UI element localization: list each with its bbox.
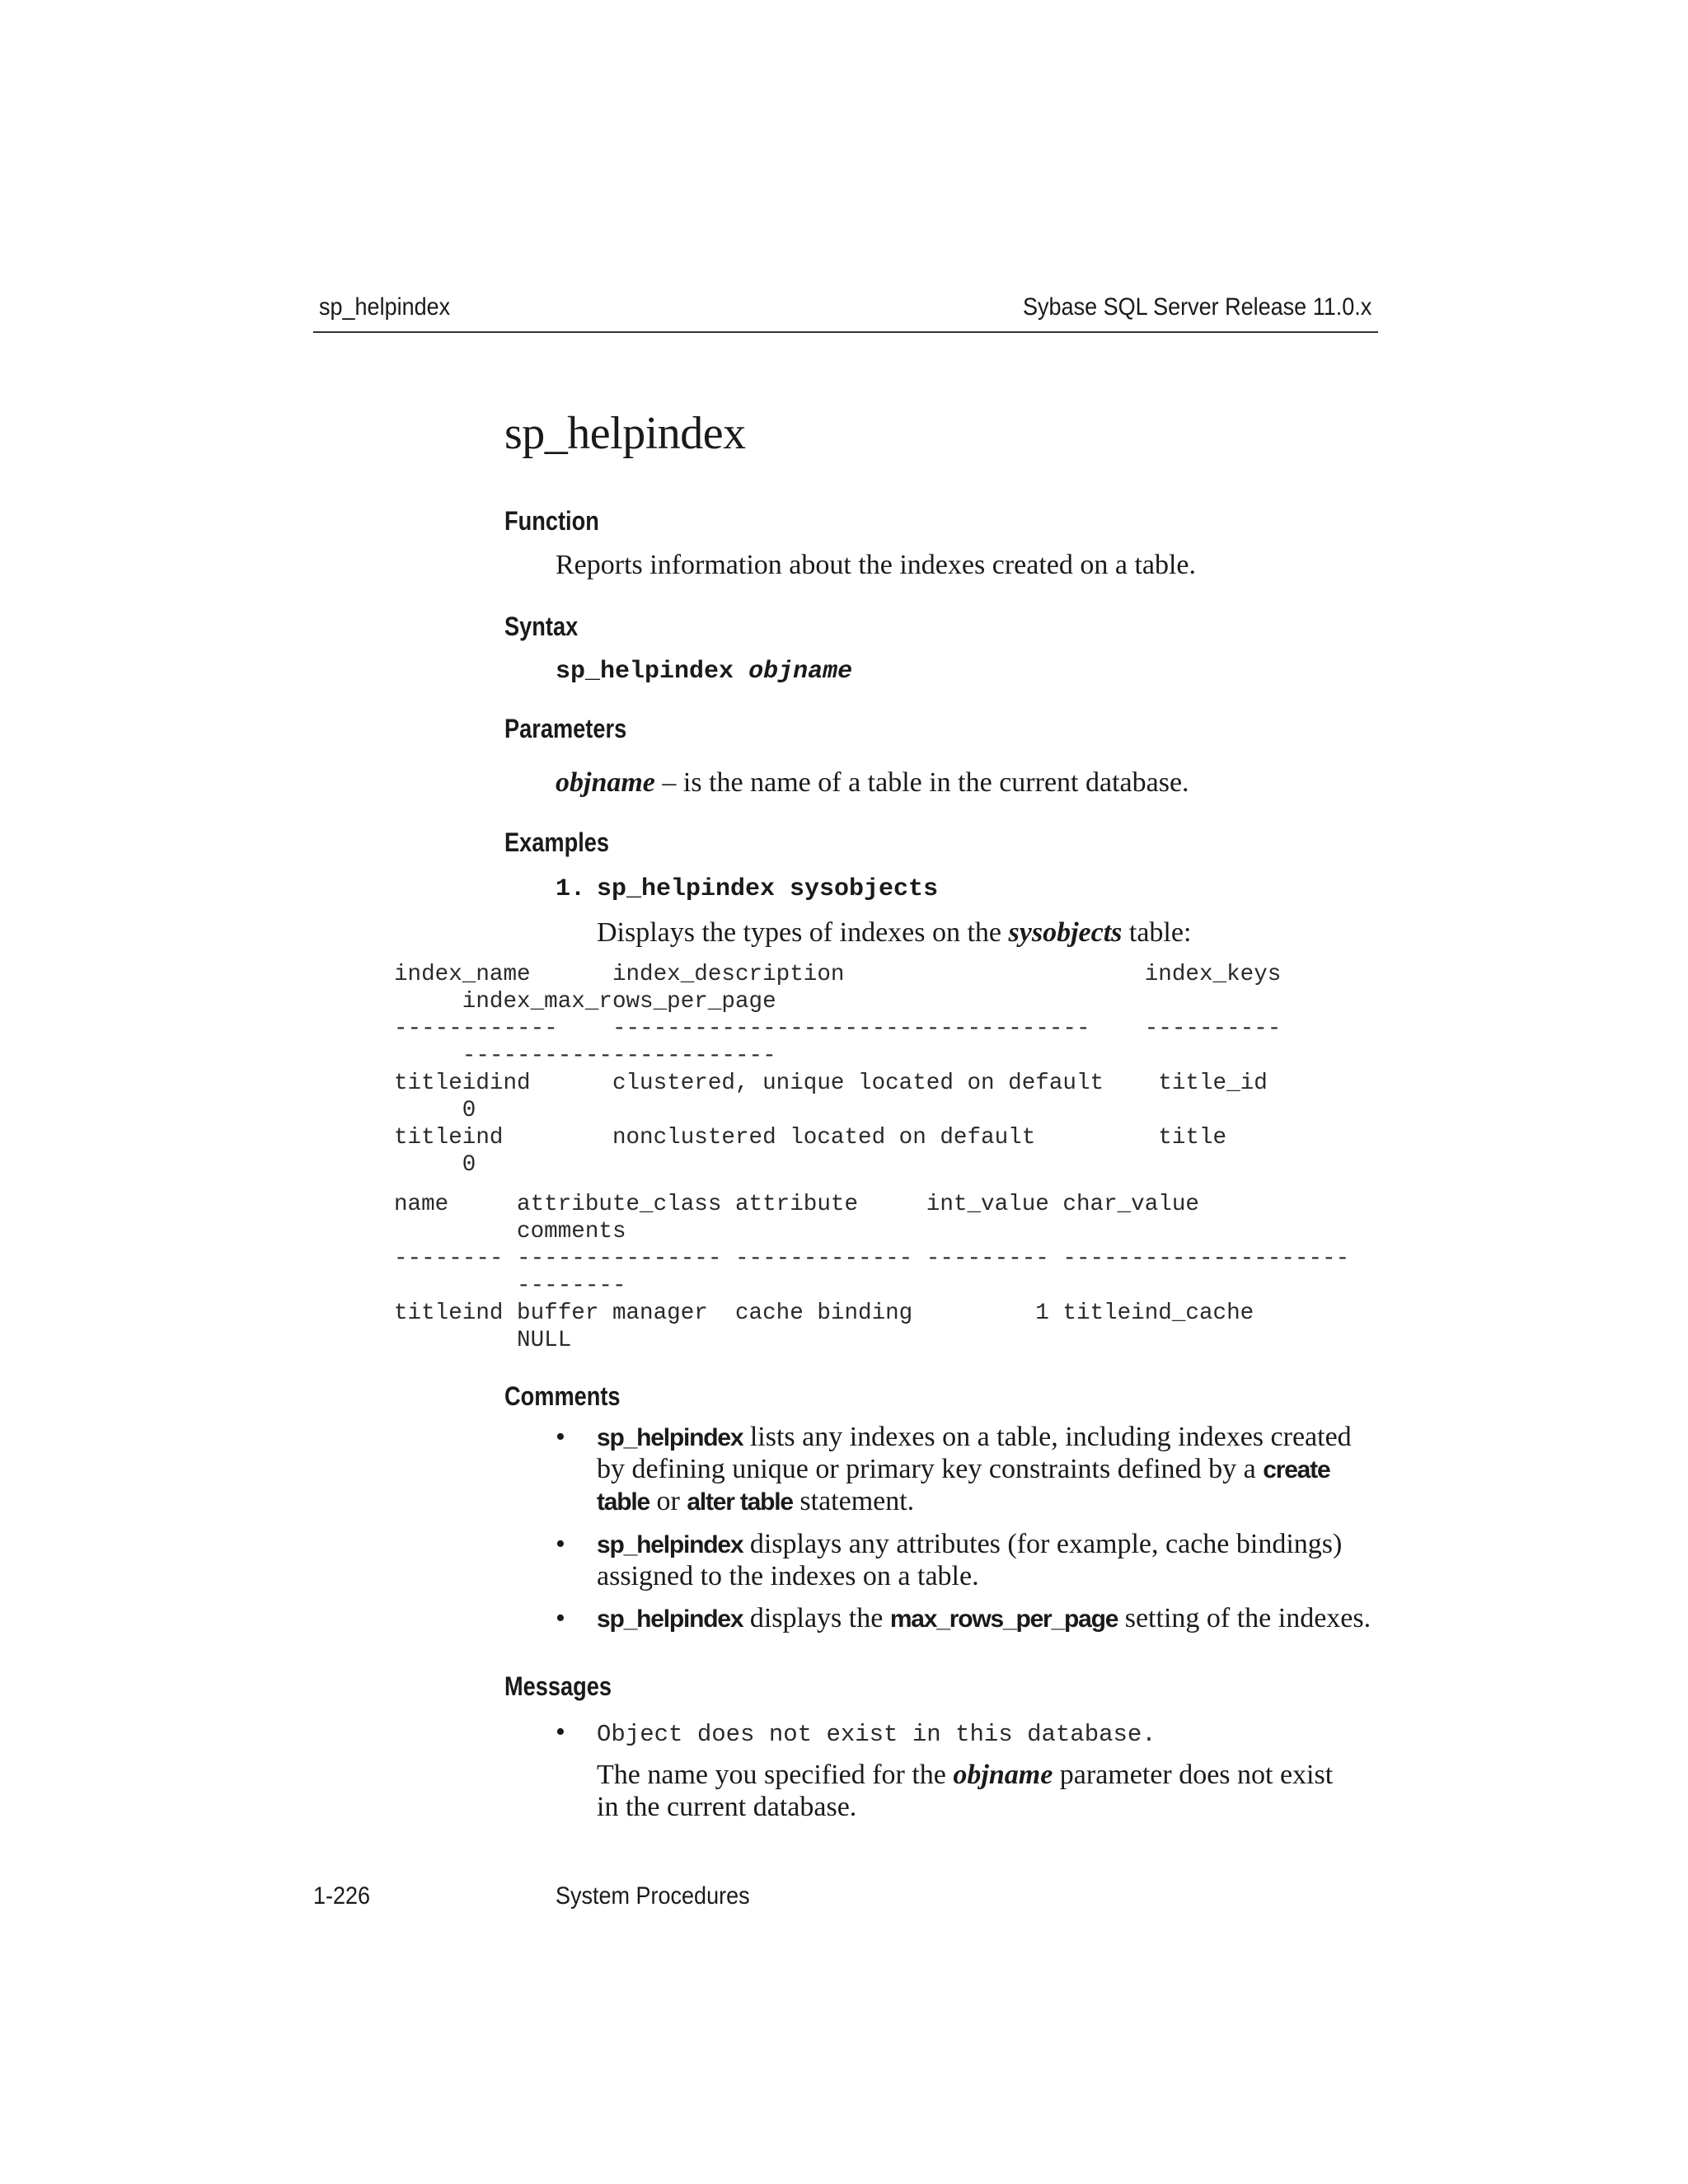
parameters-heading: Parameters [504,714,627,743]
syntax-argument: objname [748,658,853,686]
comment-text: or [649,1486,687,1516]
index-output-line: titleidind clustered, unique located on default title_id [394,1071,1268,1096]
function-text: Reports information about the indexes created on a table. [556,550,1197,580]
index-output-line: 0 [394,1152,476,1178]
comment-line [597,1453,1329,1486]
example-output-indexes [394,961,1281,1179]
comment-text: setting of the indexes. [1118,1603,1372,1633]
function-heading: Function [504,506,599,536]
example-command: sp_helpindex sysobjects [597,875,939,903]
command-term: alter table [687,1488,793,1516]
syntax-heading: Syntax [504,612,579,641]
footer-title: System Procedures [556,1882,750,1910]
parameter-name: objname [556,767,655,798]
syntax-line [556,658,852,686]
running-header-left: sp_helpindex [319,293,451,321]
syntax-command: sp_helpindex [556,658,734,686]
comment-bullet-marker: • [556,1422,565,1452]
command-term: table [597,1488,650,1516]
comment-line [597,1485,914,1518]
comment-line [597,1421,1352,1454]
comment-text: displays any attributes (for example, cache bindings) [743,1529,1343,1559]
comment-text: displays the [743,1603,890,1633]
header-rule [313,331,1378,333]
message-text: Object does not exist in this database. [597,1721,1156,1748]
example-number: 1. [556,875,586,903]
example-description: Displays the types of indexes on the sysobjects table: [597,917,1192,948]
page-number: 1-226 [313,1882,371,1910]
attribute-output-line: NULL [394,1328,572,1353]
attribute-output-line: comments [394,1219,626,1244]
examples-heading: Examples [504,827,610,857]
comment-line [597,1560,979,1592]
example-table-name: sysobjects [1008,917,1123,948]
comment-text: by defining unique or primary key constraints defined by a [597,1454,1264,1484]
parameter-description: – is the name of a table in the current database. [654,767,1189,798]
message-param-name: objname [953,1760,1053,1790]
comment-text: lists any indexes on a table, including indexes created [743,1422,1352,1452]
running-header-right: Sybase SQL Server Release 11.0.x [1022,293,1372,321]
command-term: create [1263,1456,1330,1483]
messages-heading: Messages [504,1671,612,1701]
index-output-line: index_name index_description index_keys [394,962,1282,987]
index-output-line: index_max_rows_per_page [394,989,776,1015]
index-output-line: ----------------------- [394,1043,776,1069]
message-explanation-line1: The name you specified for the objname parameter does not exist [597,1760,1334,1790]
comment-bullet-marker: • [556,1603,565,1633]
page-title: sp_helpindex [504,408,746,459]
attribute-output-line: -------- --------------- ------------- --------- --------------------- [394,1246,1350,1272]
message-bullet: • [556,1717,565,1747]
comment-line [597,1602,1371,1635]
command-term: sp_helpindex [597,1531,743,1558]
example-output-attributes [394,1191,1349,1354]
comment-text: assigned to the indexes on a table. [597,1561,979,1591]
command-term: sp_helpindex [597,1605,743,1633]
comment-bullet-marker: • [556,1529,565,1559]
attribute-output-line: titleind buffer manager cache binding 1 titleind_cache [394,1301,1254,1326]
comments-heading: Comments [504,1381,621,1411]
command-term: max_rows_per_page [889,1605,1118,1633]
message-explanation-line2: in the current database. [597,1792,857,1822]
index-output-line: titleind nonclustered located on default title [394,1125,1227,1151]
comment-line [597,1528,1342,1561]
index-output-line: 0 [394,1098,476,1123]
attribute-output-line: -------- [394,1273,626,1299]
parameter-item [556,766,1189,799]
command-term: sp_helpindex [597,1424,743,1451]
index-output-line: ------------ ----------------------------------- ---------- [394,1016,1282,1042]
comment-text: statement. [792,1486,915,1516]
attribute-output-line: name attribute_class attribute int_value char_value [394,1192,1199,1217]
